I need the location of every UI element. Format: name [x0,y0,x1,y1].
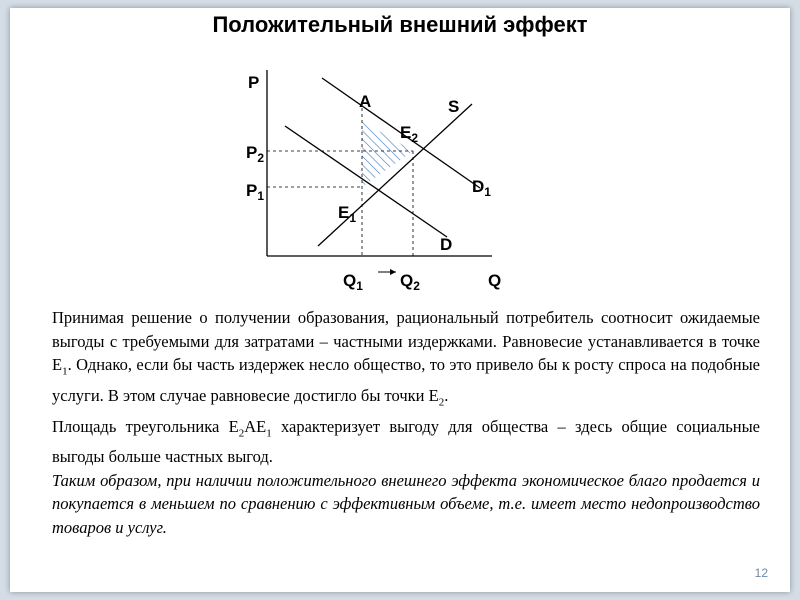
curve-d-label: D [440,235,453,254]
quantity-q2-label: $Q_2$ [400,271,420,293]
point-e1-label: $E_1$ [338,203,357,225]
body-text [52,306,760,539]
slide [10,8,790,592]
paragraph-3-conclusion: Таким образом, при наличии положительного внешнего эффекта экономическое благо продается и покупается в меньшем по сравнению с эффективным объеме, т.е. имеет место недопроизводство товаров и услуг. [52,470,760,537]
supply-curve-s [318,104,472,246]
price-p1-label: $P_1$ [246,181,265,203]
paragraph-1: Принимая решение о получении образования, рациональный потребитель соотносит ожидаемые выгоды с требуемыми для затратами – частными издержками. Равновесие устанавливается в точке $Е_1$. Однако, если бы часть издержек несло общество, то это привело бы к росту спроса на подобные услуги. В этом случае равновесие достигло бы точки $Е_2$. [52,308,760,409]
axis-p-label: P [248,73,260,92]
slide-title: Положительный внешний эффект [212,12,588,37]
paragraph-2: Площадь треугольника $Е_2АЕ_1$ характеризует выгоду для общества – здесь общие социальные выгоды больше частных выгод. [52,416,760,467]
axis-q-label: Q [488,271,502,290]
page-number: 12 [754,566,768,580]
quantity-q1-label: $Q_1$ [343,271,363,293]
point-e2-label: $E_2$ [400,123,419,145]
curve-s-label: S [448,97,460,116]
point-a-label: A [359,92,372,111]
price-p2-label: $P_2$ [246,143,265,165]
positive-externality-diagram [10,8,790,308]
curve-d1-label: $D_1$ [472,177,491,199]
